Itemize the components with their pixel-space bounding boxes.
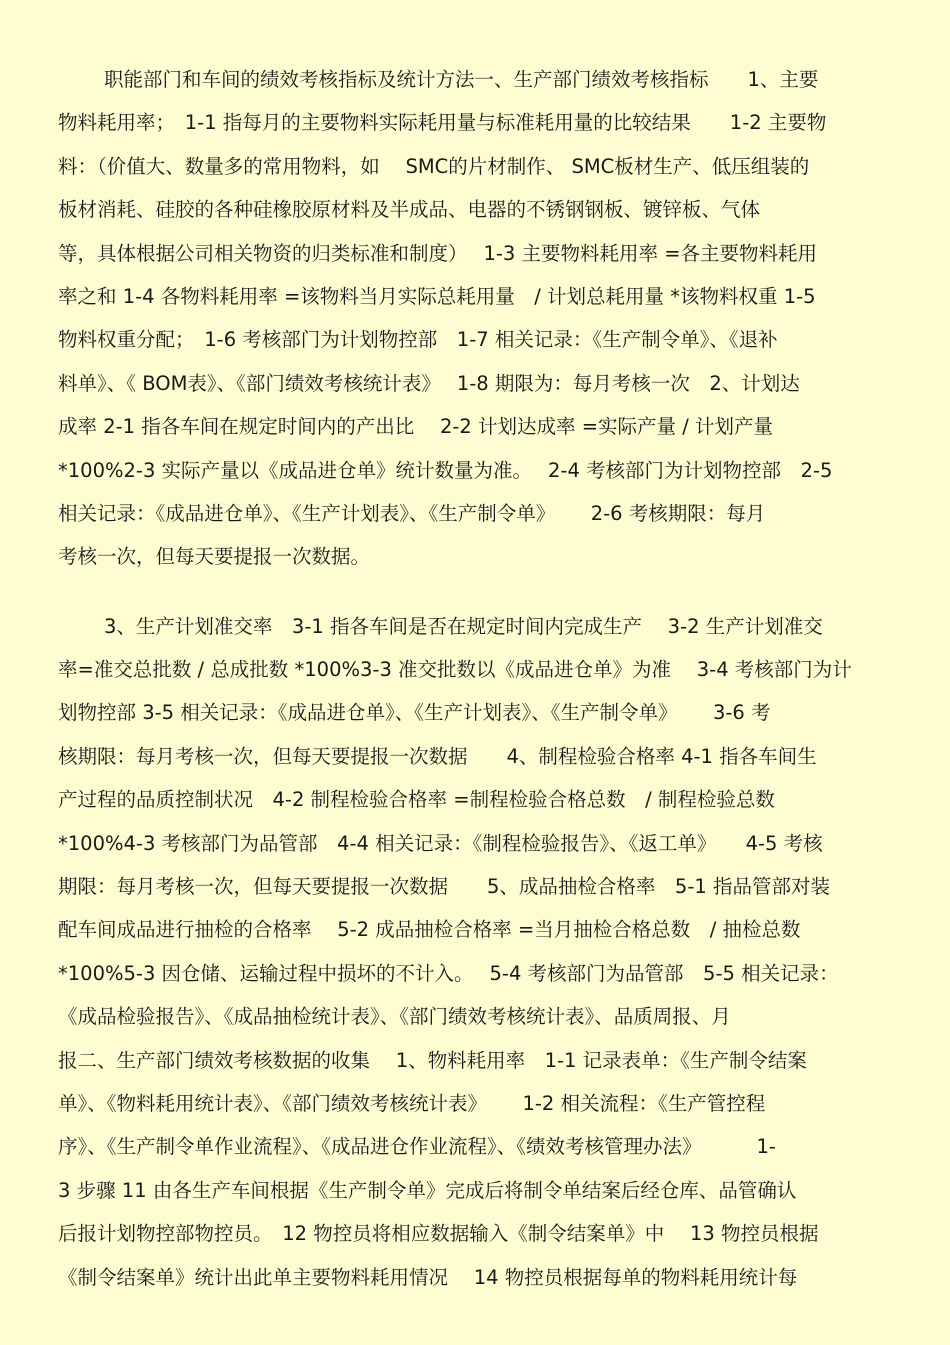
text-line: 期限：每月考核一次，但每天要提报一次数据 5、成品抽检合格率 5-1 指品管部对装	[58, 875, 830, 899]
text-line: 物料耗用率； 1-1 指每月的主要物料实际耗用量与标准耗用量的比较结果 1-2 主要物	[58, 111, 827, 135]
paragraph-2	[58, 605, 884, 1299]
text-line: 成率 2-1 指各车间在规定时间内的产出比 2-2 计划达成率 =实际产量 / 计划产量	[58, 415, 773, 439]
text-line: 3 步骤 11 由各生产车间根据《生产制令单》完成后将制令单结案后经仓库、品管确认	[58, 1178, 797, 1202]
text-line: 单》、《物料耗用统计表》、《部门绩效考核统计表》 1-2 相关流程：《生产管控程	[58, 1091, 766, 1115]
text-line: 序》、《生产制令单作业流程》、《成品进仓作业流程》、《绩效考核管理办法》 1-	[58, 1135, 776, 1159]
text-line: 3、生产计划准交率 3-1 指各车间是否在规定时间内完成生产 3-2 生产计划准交	[104, 614, 823, 638]
text-line: 考核一次，但每天要提报一次数据。	[58, 545, 371, 569]
text-line: 《成品检验报告》、《成品抽检统计表》、《部门绩效考核统计表》、品质周报、月	[58, 1005, 731, 1029]
text-line: *100%4-3 考核部门为品管部 4-4 相关记录：《制程检验报告》、《返工单》 4-5 考核	[58, 831, 823, 855]
text-line: 后报计划物控部物控员。 12 物控员将相应数据输入《制令结案单》中 13 物控员根据	[58, 1222, 819, 1246]
paragraph-1	[58, 58, 884, 579]
paragraph-spacer	[58, 579, 884, 605]
text-line: 物料权重分配； 1-6 考核部门为计划物控部 1-7 相关记录：《生产制令单》、《退补	[58, 328, 778, 352]
text-line: 相关记录：《成品进仓单》、《生产计划表》、《生产制令单》 2-6 考核期限：每月	[58, 501, 766, 525]
text-line: *100%2-3 实际产量以《成品进仓单》统计数量为准。 2-4 考核部门为计划物控部 2-5	[58, 458, 833, 482]
text-line: 报二、生产部门绩效考核数据的收集 1、物料耗用率 1-1 记录表单：《生产制令结案	[58, 1048, 807, 1072]
text-line: 率之和 1-4 各物料耗用率 =该物料当月实际总耗用量 / 计划总耗用量 *该物料权重 1-5	[58, 284, 816, 308]
text-line: 配车间成品进行抽检的合格率 5-2 成品抽检合格率 =当月抽检合格总数 / 抽检总数	[58, 918, 801, 942]
text-line: *100%5-3 因仓储、运输过程中损坏的不计入。 5-4 考核部门为品管部 5-5 相关记录：	[58, 961, 839, 985]
text-line: 料单》、《 BOM表》、《部门绩效考核统计表》 1-8 期限为：每月考核一次 2、计划达	[58, 371, 800, 395]
text-line: 等，具体根据公司相关物资的归类标准和制度） 1-3 主要物料耗用率 =各主要物料耗用	[58, 241, 818, 265]
text-line: 料：（价值大、数量多的常用物料，如 SMC的片材制作、 SMC板材生产、低压组装的	[58, 154, 810, 178]
text-line: 核期限：每月考核一次，但每天要提报一次数据 4、制程检验合格率 4-1 指各车间生	[58, 744, 817, 768]
text-line: 板材消耗、硅胶的各种硅橡胶原材料及半成品、电器的不锈钢钢板、镀锌板、气体	[58, 198, 761, 222]
text-line: 产过程的品质控制状况 4-2 制程检验合格率 =制程检验合格总数 / 制程检验总数	[58, 788, 775, 812]
text-line: 率=准交总批数 / 总成批数 *100%3-3 准交批数以《成品进仓单》为准 3-4 考核部门为计	[58, 658, 852, 682]
text-line: 划物控部 3-5 相关记录：《成品进仓单》、《生产计划表》、《生产制令单》 3-6 考	[58, 701, 771, 725]
text-line: 职能部门和车间的绩效考核指标及统计方法一、生产部门绩效考核指标 1、主要	[104, 68, 819, 91]
text-line: 《制令结案单》统计出此单主要物料耗用情况 14 物控员根据每单的物料耗用统计每	[58, 1265, 798, 1289]
